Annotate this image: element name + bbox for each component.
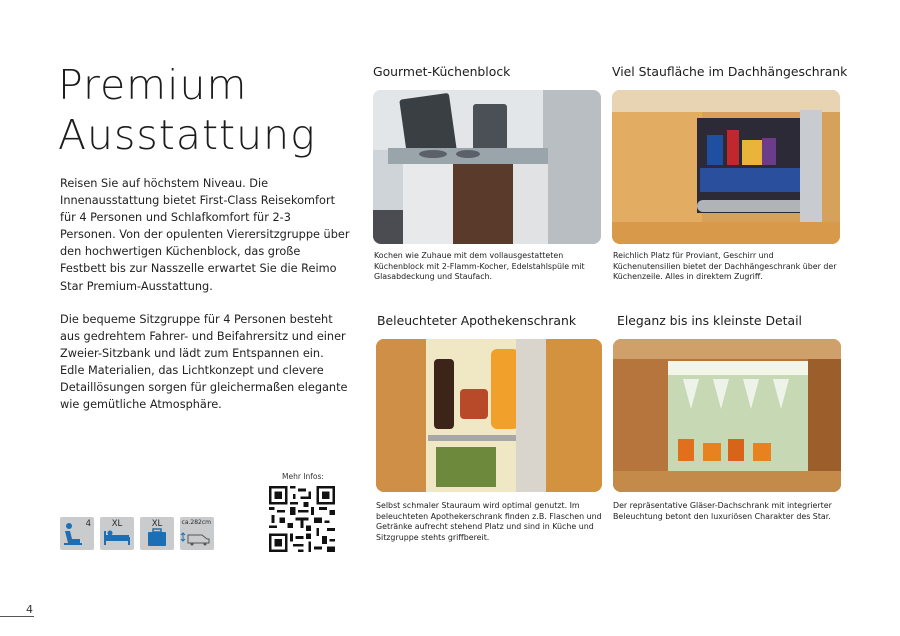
- van-length-icon: [180, 517, 214, 550]
- qr-code-icon[interactable]: [269, 486, 335, 552]
- seat-icon: [60, 517, 94, 550]
- luggage-icon: [140, 517, 174, 550]
- feature-title-overhead-cabinet: Viel Staufläche im Dachhängeschrank: [612, 64, 848, 79]
- intro-paragraph-2: Die bequeme Sitzgruppe für 4 Personen besteht aus gedrehtem Fahrer- und Beifahrersitz und einer Zweier-Sitzbank und lädt zum Entspannen ein. Edle Materialien, das Lichtkonzept und clevere Detaillösungen sorgen für gleichermaßen elegante wie gemütliche Atmosphäre.: [60, 312, 348, 412]
- feature-caption-overhead-cabinet: Reichlich Platz für Proviant, Geschirr und Küchenutensilien bietet der Dachhängeschrank über der Küchenzeile. Alles in direktem Zugriff.: [613, 251, 837, 282]
- intro-text: [60, 175, 350, 429]
- title-line-1: Premium: [58, 61, 248, 109]
- overhead-cabinet-photo: [612, 90, 840, 244]
- pharmacy-cabinet-photo: [376, 339, 602, 492]
- seats-label: 4: [85, 519, 91, 529]
- luggage-label: XL: [151, 519, 163, 529]
- seats-spec: [60, 517, 94, 550]
- length-spec: [180, 517, 214, 550]
- bed-spec: [100, 517, 134, 550]
- feature-title-glass-cabinet: Eleganz bis ins kleinste Detail: [617, 313, 802, 328]
- page-number: 4: [26, 603, 33, 616]
- length-label: ca.282cm: [181, 519, 211, 526]
- page-number-divider: [0, 616, 34, 617]
- page-title: [58, 60, 316, 160]
- feature-caption-pharmacy-cabinet: Selbst schmaler Stauraum wird optimal genutzt. Im beleuchteten Apothekerschrank finden z.B. Flaschen und Getränke aufrecht stehend Platz und sind in Küche und Sitzgruppe stehts griffbereit.: [376, 501, 602, 542]
- feature-caption-glass-cabinet: Der repräsentative Gläser-Dachschrank mit integrierter Beleuchtung betont den luxuriösen Charakter des Star.: [613, 501, 832, 521]
- feature-title-kitchen: Gourmet-Küchenblock: [373, 64, 511, 79]
- glass-cabinet-photo: [613, 339, 841, 492]
- bed-icon: [100, 517, 134, 550]
- feature-caption-kitchen: Kochen wie Zuhaue mit dem vollausgestatteten Küchenblock mit 2-Flamm-Kocher, Edelstahlspüle mit Glasabdeckung und Staufach.: [374, 251, 585, 282]
- spec-icons: [60, 517, 214, 550]
- kitchen-photo: [373, 90, 601, 244]
- intro-paragraph-1: Reisen Sie auf höchstem Niveau. Die Innenausstattung bietet First-Class Reisekomfort für 4 Personen und Schlafkomfort für 2-3 Personen. Von der opulenten Vierersitzgruppe über den hochwertigen Küchenblock, das große Festbett bis zur Nasszelle erwartet Sie die Reimo Star Premium-Ausstattung.: [60, 177, 350, 293]
- bed-label: XL: [111, 519, 123, 529]
- luggage-spec: [140, 517, 174, 550]
- title-line-2: Ausstattung: [58, 111, 316, 159]
- more-info-label: Mehr Infos:: [282, 472, 324, 481]
- feature-title-pharmacy-cabinet: Beleuchteter Apothekenschrank: [377, 313, 577, 328]
